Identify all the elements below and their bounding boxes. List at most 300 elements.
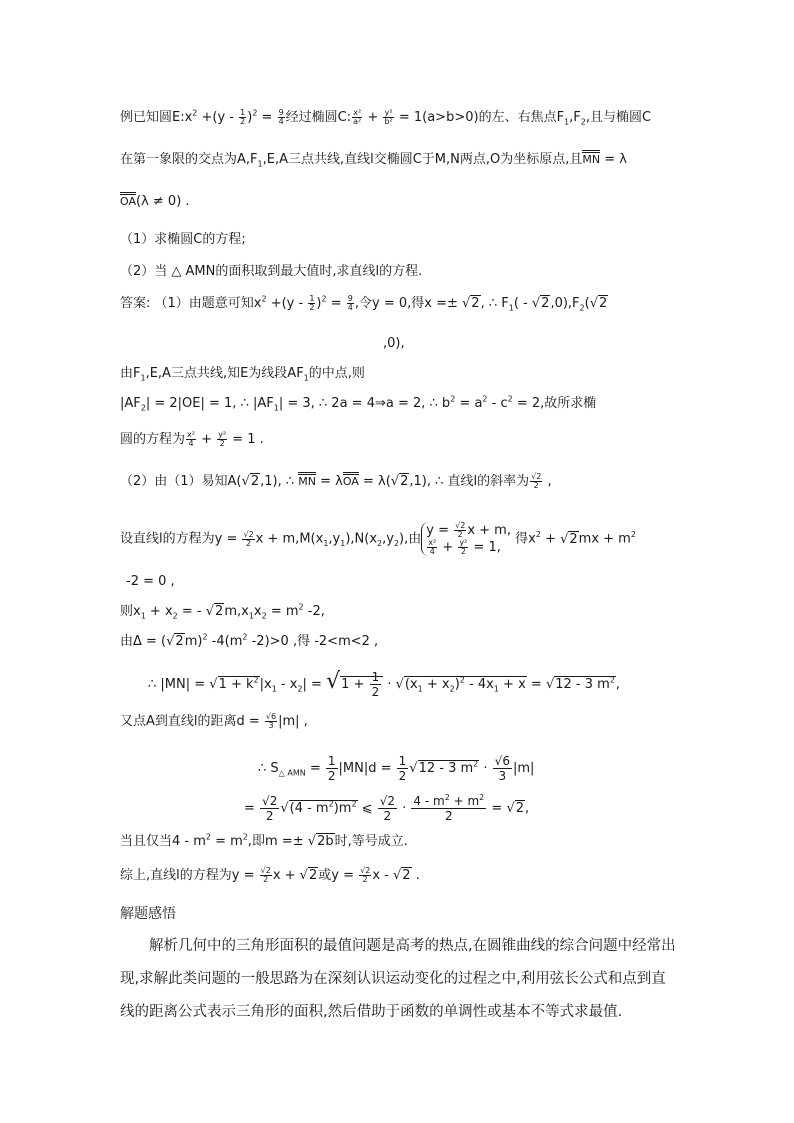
radicand: 2 bbox=[515, 801, 525, 816]
superscript: 2 bbox=[507, 394, 513, 404]
text: | = bbox=[302, 677, 327, 692]
text: = λ bbox=[600, 152, 627, 167]
fraction-sqrt2-2 bbox=[260, 794, 279, 823]
vector-oa: OA bbox=[343, 472, 359, 488]
superscript: 2 bbox=[205, 832, 211, 842]
text: = m bbox=[210, 834, 243, 849]
text: ,y bbox=[328, 531, 341, 547]
text: ,0),F bbox=[550, 296, 580, 311]
fraction-am-gm bbox=[411, 794, 486, 823]
radicand: 2 bbox=[175, 634, 184, 649]
radical-sign: √ bbox=[299, 868, 308, 883]
text: ,即m =± bbox=[247, 834, 308, 849]
text: , bbox=[543, 474, 552, 489]
sqrt-4-minus-m2-m2 bbox=[280, 799, 357, 819]
subscript: 2 bbox=[140, 403, 146, 413]
denominator: 2 bbox=[533, 481, 539, 490]
radicand bbox=[340, 670, 383, 699]
vector-mn: MN bbox=[582, 150, 600, 166]
fraction-1-2 bbox=[308, 295, 315, 312]
numerator: 9 bbox=[347, 294, 353, 303]
radicand bbox=[418, 760, 480, 776]
text: (x bbox=[404, 677, 418, 692]
sqrt-2 bbox=[300, 866, 319, 886]
radical-sign: √ bbox=[241, 474, 250, 489]
superscript: 2 bbox=[328, 799, 334, 809]
numerator bbox=[411, 794, 486, 809]
subscript: 2 bbox=[172, 611, 178, 621]
text: 或y = bbox=[318, 868, 359, 883]
superscript: 2 bbox=[298, 602, 304, 612]
text: |m| bbox=[512, 761, 535, 776]
text: x + m,M(x bbox=[255, 531, 324, 547]
text: 12 - 3 m bbox=[418, 761, 474, 776]
subscript: 2 bbox=[261, 611, 267, 621]
radicand: 2 bbox=[365, 866, 371, 875]
text: ) bbox=[316, 296, 322, 311]
text: ,E,A三点共线,知E为线段AF bbox=[145, 366, 304, 381]
numerator: y² bbox=[384, 108, 393, 117]
superscript: 2 bbox=[252, 108, 258, 118]
text: -2)>0 ,得 -2<m<2 , bbox=[247, 634, 379, 649]
answer-area-line2 bbox=[244, 794, 529, 823]
text: ) bbox=[247, 110, 253, 125]
radical-sign: √ bbox=[209, 677, 218, 692]
denominator: 2 bbox=[457, 530, 463, 539]
text: = m bbox=[266, 604, 299, 619]
subscript: 1 bbox=[248, 611, 254, 621]
fraction-1-2 bbox=[370, 670, 382, 699]
fraction-sqrt2-2 bbox=[378, 794, 397, 823]
text: -2, bbox=[303, 604, 325, 619]
reflection-title: 解题感悟 bbox=[120, 906, 176, 922]
question-1: （1）求椭圆C的方程; bbox=[120, 232, 246, 247]
radicand bbox=[404, 676, 527, 692]
numerator: y² bbox=[459, 538, 468, 547]
text: + m bbox=[449, 794, 480, 808]
numerator: x² bbox=[187, 430, 195, 439]
superscript: 2 bbox=[450, 394, 456, 404]
answer-part2-line1 bbox=[120, 472, 552, 492]
text: ⩽ bbox=[357, 801, 377, 816]
radicand: 2 bbox=[248, 529, 254, 539]
text: 例已知圆E:x bbox=[120, 110, 193, 125]
text: 则x bbox=[120, 604, 141, 619]
sqrt-12-minus-3m2 bbox=[409, 759, 479, 779]
denominator: 4 bbox=[347, 303, 353, 312]
denominator: 3 bbox=[268, 721, 274, 730]
text: - 4x bbox=[464, 677, 494, 692]
numerator: √2 bbox=[379, 794, 395, 808]
text: 时,等号成立. bbox=[334, 834, 408, 849]
text: ∴ S bbox=[258, 761, 279, 776]
text: |AF bbox=[120, 396, 141, 411]
numerator: √2 bbox=[360, 866, 371, 875]
text: = bbox=[305, 761, 325, 776]
text: ,y bbox=[382, 531, 394, 547]
sqrt-2 bbox=[166, 632, 185, 652]
radical-sign: √ bbox=[545, 677, 555, 692]
radical-sign: √ bbox=[409, 761, 418, 776]
text: +(y - bbox=[266, 296, 308, 311]
text: (λ ≠ 0) . bbox=[136, 194, 190, 209]
subscript: 1 bbox=[508, 303, 514, 313]
text: ,E,A三点共线,直线l交椭圆C于M,N两点,O为坐标原点,且 bbox=[262, 152, 583, 167]
text: 得x bbox=[510, 531, 536, 547]
subscript: 1 bbox=[140, 373, 146, 383]
radicand: 2 bbox=[541, 296, 550, 311]
text: | = 2|OE| = 1, ∴ |AF bbox=[145, 396, 274, 411]
answer-part1-line5 bbox=[120, 430, 264, 450]
system-row bbox=[426, 522, 511, 539]
text: 又点A到直线l的距离d = bbox=[120, 714, 264, 729]
subscript: 2 bbox=[579, 303, 585, 313]
numerator: 1 bbox=[371, 670, 380, 684]
text: - c bbox=[487, 396, 508, 411]
sqrt-1-plus-k2 bbox=[209, 675, 259, 695]
radicand: 2 bbox=[215, 604, 224, 619]
text: + x bbox=[498, 677, 526, 692]
numerator: 1 bbox=[240, 108, 246, 117]
text: 答案: （1）由题意可知x bbox=[120, 296, 262, 311]
radicand: 2 bbox=[265, 866, 271, 875]
sqrt-discriminant bbox=[396, 675, 527, 695]
text: ),N(x bbox=[345, 531, 378, 547]
answer-part2-line2 bbox=[120, 522, 636, 556]
sqrt-2 bbox=[462, 294, 481, 314]
subscript: 1 bbox=[564, 117, 570, 127]
subscript: 1 bbox=[493, 684, 499, 694]
text: , ∴ F bbox=[480, 296, 509, 311]
superscript: 2 bbox=[473, 759, 479, 769]
text: = λ( bbox=[358, 474, 391, 489]
text: ,F bbox=[569, 110, 581, 125]
subscript: 2 bbox=[580, 117, 586, 127]
denominator: 2 bbox=[383, 809, 392, 823]
text: + x bbox=[422, 677, 450, 692]
radicand: 2 bbox=[599, 296, 608, 311]
answer-part1-line3 bbox=[120, 364, 365, 384]
text: = 1 . bbox=[228, 432, 264, 447]
radicand: 2 bbox=[250, 474, 260, 489]
fraction-1-2 bbox=[397, 754, 409, 783]
subscript: 1 bbox=[323, 539, 329, 549]
answer-part1-line1 bbox=[120, 294, 608, 314]
radical-sign: √ bbox=[531, 296, 541, 311]
answer-conclusion bbox=[120, 866, 420, 886]
example-statement-line1 bbox=[120, 108, 651, 128]
text: ,1), ∴ 直线l的斜率为 bbox=[409, 474, 530, 489]
text: + bbox=[540, 531, 561, 547]
fraction-1-2 bbox=[239, 109, 246, 126]
answer-part2-line5 bbox=[120, 632, 378, 652]
radicand: 2 bbox=[269, 794, 278, 808]
numerator: √2 bbox=[531, 472, 542, 481]
denominator: 2 bbox=[309, 303, 315, 312]
numerator: √2 bbox=[455, 521, 466, 530]
radical-sign: √ bbox=[560, 531, 569, 547]
vector-mn: MN bbox=[298, 472, 316, 488]
radicand: 2 bbox=[569, 531, 578, 547]
subscript: 2 bbox=[377, 539, 383, 549]
fraction-9-4 bbox=[278, 109, 285, 126]
fraction-9-4 bbox=[347, 295, 354, 312]
text: , bbox=[525, 801, 530, 816]
numerator: √6 bbox=[494, 754, 510, 768]
text: mx + m bbox=[578, 531, 631, 547]
text: x bbox=[253, 604, 262, 619]
vector-oa: OA bbox=[120, 192, 136, 208]
radical-sign: √ bbox=[589, 296, 598, 311]
fraction-sqrt2-2 bbox=[242, 531, 254, 548]
superscript: 2 bbox=[444, 793, 450, 802]
radical-sign: √ bbox=[205, 604, 215, 619]
denominator: 4 bbox=[278, 117, 284, 126]
sqrt-2 bbox=[506, 799, 525, 819]
radicand: 2 bbox=[536, 472, 542, 481]
sqrt-2 bbox=[308, 832, 335, 852]
sqrt-2 bbox=[206, 602, 225, 622]
text: |x bbox=[259, 677, 272, 692]
text: 12 - 3 m bbox=[555, 677, 610, 692]
text: m) bbox=[184, 634, 203, 649]
superscript: 2 bbox=[482, 394, 488, 404]
numerator: √2 bbox=[262, 794, 278, 808]
text: + bbox=[363, 110, 383, 125]
text: 1 + bbox=[341, 677, 369, 692]
answer-part2-line4 bbox=[120, 602, 325, 622]
superscript: 2 bbox=[261, 294, 267, 304]
sqrt-2 bbox=[393, 866, 412, 886]
denominator: 2 bbox=[460, 547, 466, 556]
subscript: △ AMN bbox=[278, 768, 306, 778]
text: )m bbox=[333, 801, 352, 816]
text: ,且与椭圆C bbox=[585, 110, 652, 125]
text: 由F bbox=[120, 366, 141, 381]
text: = 1, bbox=[469, 540, 501, 555]
text: · bbox=[383, 677, 396, 692]
text: 由Δ = ( bbox=[120, 634, 167, 649]
text: ,令y = 0,得x =± bbox=[354, 296, 462, 311]
text: + bbox=[438, 540, 458, 555]
fraction-x2-a2 bbox=[352, 109, 362, 126]
superscript: 2 bbox=[242, 632, 248, 642]
text: = bbox=[487, 801, 507, 816]
text: = 1(a>b>0)的左、右焦点F bbox=[394, 110, 565, 125]
text: = 2,故所求椭 bbox=[512, 396, 597, 411]
text: |m| , bbox=[278, 714, 308, 729]
subscript: 1 bbox=[417, 684, 423, 694]
reflection-body: 解析几何中的三角形面积的最值问题是高考的热点,在圆锥曲线的综合问题中经常出现,求解此类问题的一般思路为在深刻认识运动变化的过程之中,利用弦长公式和点到直线的距离公式表示三角形的面积,然后借助于函数的单调性或基本不等式求最值. bbox=[120, 938, 676, 1020]
superscript: 2 bbox=[192, 108, 198, 118]
text: 在第一象限的交点为A,F bbox=[120, 152, 258, 167]
text: 圆的方程为 bbox=[120, 432, 186, 447]
subscript: 1 bbox=[340, 539, 346, 549]
sqrt-12-minus-3m2 bbox=[546, 675, 616, 695]
text: · bbox=[398, 801, 411, 816]
radical-sign: √ bbox=[307, 834, 317, 849]
radicand: 2 bbox=[471, 296, 480, 311]
sqrt-2 bbox=[242, 472, 261, 492]
equation-system bbox=[421, 522, 511, 556]
radicand: 2b bbox=[317, 834, 334, 849]
radical-sign: √ bbox=[326, 669, 341, 694]
numerator: 1 bbox=[309, 294, 315, 303]
text: ( - bbox=[513, 296, 532, 311]
subscript: 2 bbox=[393, 539, 400, 549]
text: + bbox=[196, 432, 217, 447]
text: · bbox=[479, 761, 492, 776]
radical-sign: √ bbox=[280, 801, 289, 816]
denominator: 2 bbox=[371, 685, 380, 699]
radicand: 6 bbox=[271, 712, 277, 721]
text: x + m, bbox=[467, 523, 511, 538]
example-statement-line2 bbox=[120, 150, 627, 170]
superscript: 2 bbox=[321, 294, 327, 304]
text: = a bbox=[455, 396, 483, 411]
radicand: 2 bbox=[387, 794, 395, 808]
text: -4(m bbox=[207, 634, 243, 649]
text: 1 + k bbox=[218, 677, 254, 692]
denominator: b² bbox=[384, 117, 393, 126]
numerator: x² bbox=[428, 538, 437, 547]
numerator: √6 bbox=[265, 712, 277, 721]
denominator: a² bbox=[353, 117, 362, 126]
sqrt-2 bbox=[590, 294, 609, 314]
denominator: 2 bbox=[445, 809, 453, 823]
subscript: 1 bbox=[273, 403, 279, 413]
text: - x bbox=[276, 677, 298, 692]
fraction-y2-b2 bbox=[383, 109, 393, 126]
answer-area-line1 bbox=[258, 754, 534, 783]
text: = bbox=[526, 677, 546, 692]
text: ),由 bbox=[399, 531, 422, 547]
text: ∴ |MN| = bbox=[148, 677, 210, 692]
text: +(y - bbox=[197, 110, 239, 125]
denominator: 2 bbox=[240, 117, 246, 126]
superscript: 2 bbox=[459, 675, 465, 685]
text: （2）由（1）易知A( bbox=[120, 474, 242, 489]
fraction-sqrt2-2 bbox=[530, 473, 542, 490]
superscript: 2 bbox=[630, 530, 636, 540]
text: , bbox=[615, 677, 621, 692]
text: 的中点,则 bbox=[308, 366, 365, 381]
text: x + bbox=[272, 868, 300, 883]
subscript: 1 bbox=[303, 373, 309, 383]
answer-equality-condition bbox=[120, 832, 408, 852]
fraction-sqrt2-2 bbox=[454, 522, 466, 539]
radicand bbox=[218, 676, 260, 692]
radical-sign: √ bbox=[462, 296, 471, 311]
fraction-x2-4 bbox=[427, 539, 437, 556]
superscript: 2 bbox=[253, 675, 259, 685]
text: | = 3, ∴ 2a = 4⇒a = 2, ∴ b bbox=[278, 396, 451, 411]
denominator: 2 bbox=[398, 769, 407, 783]
text: = bbox=[244, 801, 260, 816]
text: (4 - m bbox=[289, 801, 329, 816]
text: ,1), ∴ bbox=[260, 474, 299, 489]
radicand: 2 bbox=[400, 474, 409, 489]
answer-distance bbox=[120, 712, 308, 732]
superscript: 2 bbox=[351, 799, 357, 809]
numerator: 1 bbox=[398, 754, 407, 768]
superscript: 2 bbox=[202, 632, 208, 642]
subscript: 2 bbox=[449, 684, 455, 694]
sqrt-1-plus-half bbox=[326, 670, 383, 699]
radicand bbox=[554, 676, 616, 692]
answer-chord-length bbox=[148, 670, 620, 699]
fraction-1-2 bbox=[326, 754, 338, 783]
denominator: 4 bbox=[429, 547, 435, 556]
radical-sign: √ bbox=[166, 634, 175, 649]
text: + x bbox=[145, 604, 173, 619]
text: = λ bbox=[315, 474, 343, 489]
denominator: 2 bbox=[362, 875, 368, 884]
subscript: 1 bbox=[271, 684, 277, 694]
denominator: 2 bbox=[265, 809, 274, 823]
text: = bbox=[257, 110, 277, 125]
subscript: 1 bbox=[140, 611, 146, 621]
text: ) bbox=[454, 677, 460, 692]
text: . bbox=[411, 868, 420, 883]
denominator: 4 bbox=[188, 439, 194, 448]
text: m,x bbox=[224, 604, 249, 619]
text: 设直线l的方程为y = bbox=[120, 531, 242, 547]
text: 综上,直线l的方程为y = bbox=[120, 868, 259, 883]
answer-part1-line2: ,0), bbox=[383, 336, 405, 351]
numerator: √2 bbox=[260, 866, 271, 875]
example-statement-line3 bbox=[120, 192, 190, 212]
radical-sign: √ bbox=[392, 868, 402, 883]
radical-sign: √ bbox=[390, 474, 400, 489]
radical-sign: √ bbox=[395, 677, 404, 692]
radicand: 2 bbox=[402, 868, 411, 883]
numerator: x² bbox=[353, 108, 362, 117]
system-row bbox=[426, 539, 511, 556]
text: = - bbox=[177, 604, 206, 619]
text: 经过椭圆C: bbox=[285, 110, 352, 125]
answer-part1-line4 bbox=[120, 394, 596, 414]
denominator: 2 bbox=[263, 875, 269, 884]
text: 4 - m bbox=[413, 794, 445, 808]
numerator: 9 bbox=[278, 108, 284, 117]
subscript: 1 bbox=[257, 159, 263, 169]
text: 当且仅当4 - m bbox=[120, 834, 206, 849]
sqrt-2 bbox=[391, 472, 410, 492]
sqrt-2 bbox=[532, 294, 551, 314]
text: ( bbox=[584, 296, 590, 311]
fraction-x2-4 bbox=[186, 431, 196, 448]
fraction-sqrt6-3 bbox=[265, 713, 277, 730]
text: x - bbox=[372, 868, 393, 883]
radicand: 2 bbox=[308, 868, 318, 883]
fraction-sqrt2-2 bbox=[260, 867, 272, 884]
denominator: 2 bbox=[246, 538, 252, 548]
radical-sign: √ bbox=[506, 801, 515, 816]
radicand bbox=[289, 800, 358, 816]
numerator: 1 bbox=[327, 754, 336, 768]
sqrt-2 bbox=[560, 530, 579, 550]
fraction-y2-2 bbox=[458, 539, 468, 556]
numerator: y² bbox=[218, 430, 227, 439]
text: |MN|d = bbox=[338, 761, 396, 776]
fraction-sqrt6-3 bbox=[493, 754, 512, 783]
superscript: 2 bbox=[609, 675, 615, 685]
numerator: √2 bbox=[243, 529, 254, 539]
subscript: 2 bbox=[297, 684, 303, 694]
superscript: 2 bbox=[479, 793, 485, 802]
text: = bbox=[326, 296, 346, 311]
